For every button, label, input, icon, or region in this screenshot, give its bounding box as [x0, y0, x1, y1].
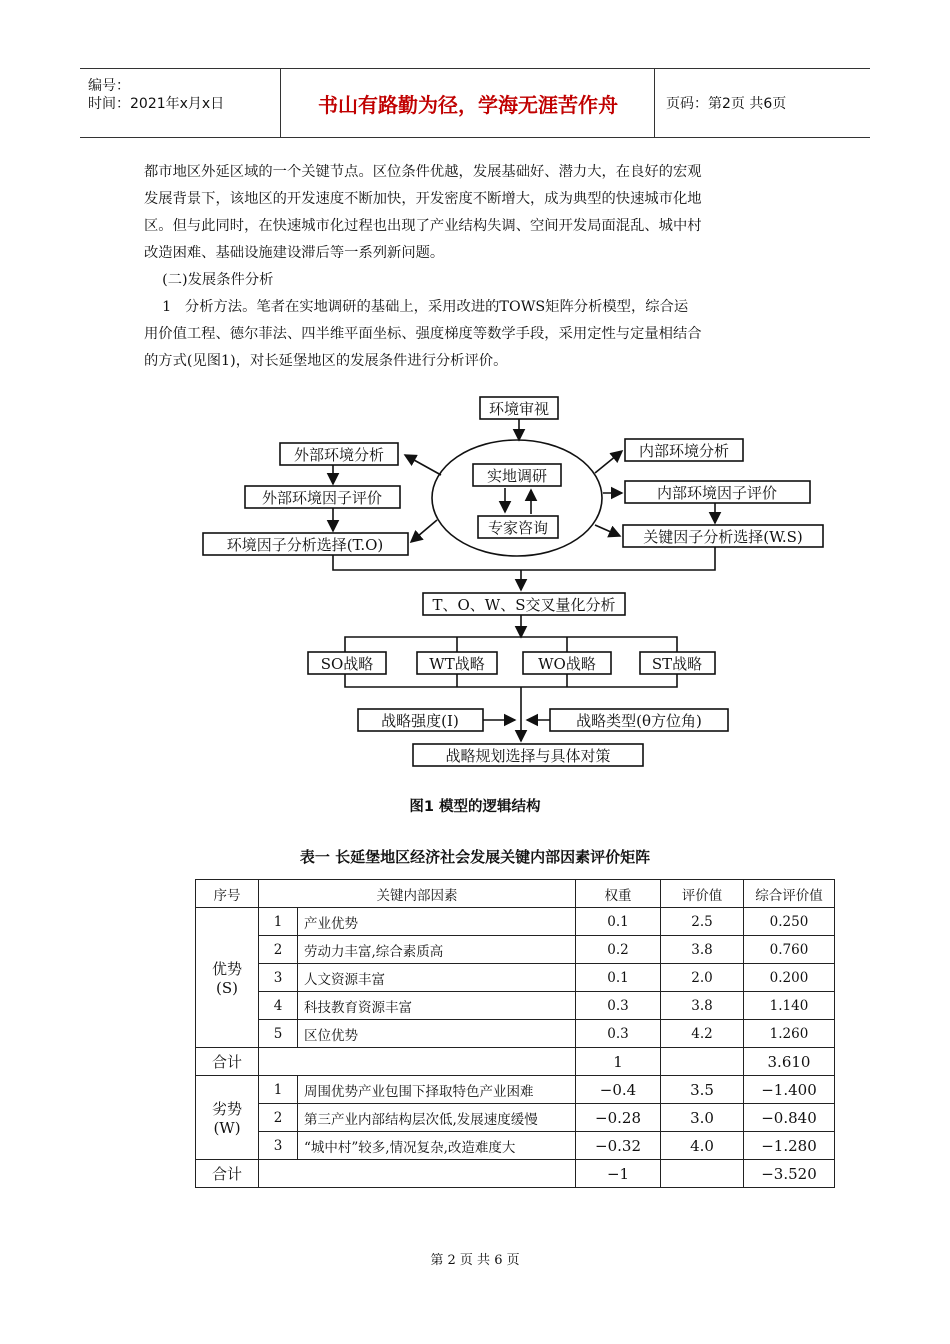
- row-no: 2: [259, 936, 298, 964]
- row-factor: 劳动力丰富,综合素质高: [298, 936, 576, 964]
- row-weight: 0.1: [576, 908, 661, 936]
- row-no: 2: [259, 1104, 298, 1132]
- header-motto: 书山有路勤为径，学海无涯苦作舟: [282, 69, 655, 137]
- row-score: 3.5: [661, 1076, 744, 1104]
- label-type: 战略类型(θ方位角): [576, 712, 702, 730]
- row-weight: −0.32: [576, 1132, 661, 1160]
- section-heading: (二)发展条件分析: [144, 272, 274, 288]
- row-total: −0.840: [744, 1104, 835, 1132]
- row-weight: −0.4: [576, 1076, 661, 1104]
- table-header-row: [196, 880, 835, 908]
- paragraph-line: 用价值工程、德尔菲法、四半维平面坐标、强度梯度等数学手段，采用定性与定量相结合: [144, 326, 702, 342]
- row-weight: 0.3: [576, 992, 661, 1020]
- label-wo: WO战略: [538, 655, 596, 673]
- row-total: −1.280: [744, 1132, 835, 1160]
- header-cell: 序号: [196, 880, 259, 908]
- header-cell: 关键内部因素: [259, 880, 576, 908]
- label-so: SO战略: [320, 655, 374, 673]
- page-footer: 第 2 页 共 6 页: [430, 1253, 520, 1268]
- label-intensity: 战略强度(Ⅰ): [381, 712, 459, 730]
- label-int-factor: 内部环境因子评价: [656, 484, 778, 502]
- row-total: 1.260: [744, 1020, 835, 1048]
- label-expert: 专家咨询: [487, 519, 549, 537]
- row-factor: “城中村”较多,情况复杂,改造难度大: [298, 1132, 576, 1160]
- row-no: 3: [259, 964, 298, 992]
- row-factor: 科技教育资源丰富: [298, 992, 576, 1020]
- weaknesses-label: 劣势 (W): [196, 1076, 259, 1160]
- row-score: 2.5: [661, 908, 744, 936]
- table-row: [196, 1020, 835, 1048]
- table-row: [196, 1076, 835, 1104]
- header-cell: 评价值: [661, 880, 744, 908]
- row-score: 4.2: [661, 1020, 744, 1048]
- label-to-select: 环境因子分析选择(T.O): [226, 536, 384, 554]
- table-row: [196, 1132, 835, 1160]
- sum-total: −3.520: [744, 1160, 835, 1188]
- row-no: 1: [259, 1076, 298, 1104]
- table-title: 表一 长延堡地区经济社会发展关键内部因素评价矩阵: [299, 848, 651, 866]
- row-score: 3.8: [661, 992, 744, 1020]
- paragraph-line: 的方式(见图1)，对长延堡地区的发展条件进行分析评价。: [144, 353, 508, 369]
- row-factor: 人文资源丰富: [298, 964, 576, 992]
- label-ext-factor: 外部环境因子评价: [261, 489, 383, 507]
- table-row: [196, 992, 835, 1020]
- row-score: 3.8: [661, 936, 744, 964]
- header-page-info: 页码：第2页 共6页: [666, 96, 787, 112]
- label-st: ST战略: [651, 655, 703, 673]
- label-env-review: 环境审视: [488, 400, 550, 418]
- header-cell: 权重: [576, 880, 661, 908]
- label-field: 实地调研: [486, 467, 548, 485]
- label-planning: 战略规划选择与具体对策: [445, 747, 611, 765]
- time-label: 时间：2021年x月x日: [88, 96, 225, 112]
- sum-weight: 1: [576, 1048, 661, 1076]
- row-total: 0.250: [744, 908, 835, 936]
- label-ws-select: 关键因子分析选择(W.S): [643, 528, 803, 546]
- paragraph-line: 发展背景下，该地区的开发速度不断加快，开发密度不断增大，成为典型的快速城市化地: [144, 191, 702, 207]
- row-total: 1.140: [744, 992, 835, 1020]
- row-no: 3: [259, 1132, 298, 1160]
- table-row: [196, 1104, 835, 1132]
- sum-total: 3.610: [744, 1048, 835, 1076]
- sum-label: 合计: [196, 1160, 259, 1188]
- row-no: 1: [259, 908, 298, 936]
- page-header: [80, 68, 870, 138]
- row-score: 3.0: [661, 1104, 744, 1132]
- strengths-label: 优势 (S): [196, 908, 259, 1048]
- label-cross: T、O、W、S交叉量化分析: [432, 596, 616, 614]
- row-total: 0.200: [744, 964, 835, 992]
- row-factor: 产业优势: [298, 908, 576, 936]
- row-weight: −0.28: [576, 1104, 661, 1132]
- figure-caption: 图1 模型的逻辑结构: [409, 799, 541, 815]
- row-weight: 0.2: [576, 936, 661, 964]
- label-int-env: 内部环境分析: [638, 442, 730, 460]
- row-no: 5: [259, 1020, 298, 1048]
- row-weight: 0.1: [576, 964, 661, 992]
- table-row: [196, 936, 835, 964]
- table-sum-row: [196, 1160, 835, 1188]
- paragraph-line: 都市地区外延区域的一个关键节点。区位条件优越，发展基础好、潜力大，在良好的宏观: [144, 164, 702, 180]
- row-factor: 区位优势: [298, 1020, 576, 1048]
- sum-weight: −1: [576, 1160, 661, 1188]
- table-row: [196, 964, 835, 992]
- logic-structure-diagram: [175, 385, 845, 825]
- row-factor: 周围优势产业包围下择取特色产业困难: [298, 1076, 576, 1104]
- row-no: 4: [259, 992, 298, 1020]
- paragraph-line: 1 分析方法。笔者在实地调研的基础上，采用改进的TOWS矩阵分析模型，综合运: [144, 299, 689, 315]
- label-ext-env: 外部环境分析: [293, 446, 385, 464]
- table-sum-row: [196, 1048, 835, 1076]
- row-score: 4.0: [661, 1132, 744, 1160]
- row-total: −1.400: [744, 1076, 835, 1104]
- code-label: 编号：: [88, 78, 130, 94]
- evaluation-matrix-table: [195, 879, 835, 1188]
- header-meta: [80, 69, 281, 137]
- row-weight: 0.3: [576, 1020, 661, 1048]
- sum-label: 合计: [196, 1048, 259, 1076]
- paragraph-line: 改造困难、基础设施建设滞后等一系列新问题。: [144, 245, 445, 261]
- paragraph-line: 区。但与此同时，在快速城市化过程也出现了产业结构失调、空间开发局面混乱、城中村: [144, 218, 702, 234]
- header-cell: 综合评价值: [744, 880, 835, 908]
- row-score: 2.0: [661, 964, 744, 992]
- label-wt: WT战略: [429, 655, 485, 673]
- row-total: 0.760: [744, 936, 835, 964]
- table-row: [196, 908, 835, 936]
- row-factor: 第三产业内部结构层次低,发展速度缓慢: [298, 1104, 576, 1132]
